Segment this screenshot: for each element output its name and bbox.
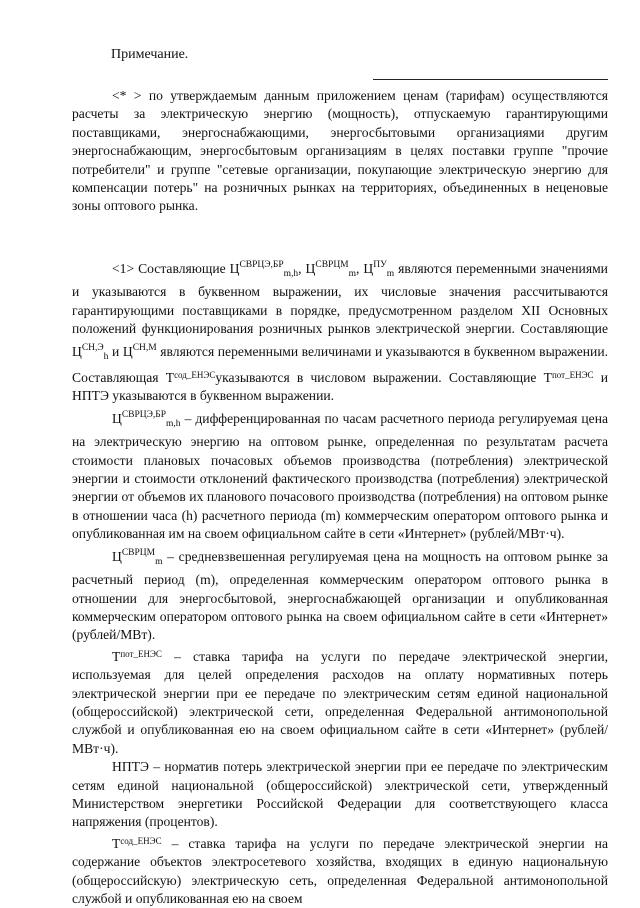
definition-text: – норматив потерь электрической энергии при ее передаче по электрическим сетям единой национальной (общероссийской) электрической сети, утвержденный Министерством энергетики Российской Федерации для соответствующего класса напряжения (процентов). bbox=[72, 759, 608, 830]
note-one-section bbox=[72, 256, 608, 908]
note-one-text-d: и НПТЭ указываются в буквенном выражении. bbox=[72, 370, 609, 404]
note-one-paragraph: <1> Составляющие $Ц^{СВРЦЭ,БР}_{m,h}$, $Ц^{СВРЦМ}_m$, $Ц^{ПУ}_m$ являются переменными значениями и указываются в буквенном выражении, их числовые значения рассчитываются гарантирующими поставщиками в порядке, предусмотренном разделом XII Основных положений функционирования розничных рынков электрической энергии. Составляющие $Ц^{СН,Э}_h$ и $Ц^{СН,М}$ являются переменными величинами и указываются в буквенном выражении. Составляющая $Т^{сод\_ЕНЭС}указываются$ в числовом выражении. Составляющие $Т^{пот\_ЕНЭС}$ и НПТЭ указываются в буквенном выражении. bbox=[72, 260, 609, 404]
symbol-sn-energy: $Ц^{СН,Э}_h$ bbox=[72, 342, 109, 362]
note-heading: Примечание. bbox=[111, 47, 189, 62]
definition-symbol: $Ц^{СВРЦМ}_m$ bbox=[112, 547, 163, 567]
definition-text: – ставка тарифа на услуги по передаче электрической энергии, используемая для целей определения расходов на оплату нормативных потерь электрической энергии при ее передаче по электрическим сетям единой национальной (общероссийской) электрической сети, определенная Федеральной антимонопольной службой и опубликованная ею на своем официальном сайте в сети «Интернет» (рублей/МВт·ч). bbox=[72, 648, 608, 756]
definition-tariff-losses bbox=[72, 645, 608, 758]
definition-text: – ставка тарифа на услуги по передаче электрической энергии на содержание объектов электросетевого хозяйства, входящих в единую национальную (общероссийскую) электрическую сеть, определенная Федеральной антимонопольной службой и опубликованная ею на своем bbox=[72, 835, 608, 906]
note-one-lead: <1> Составляющие bbox=[112, 261, 226, 276]
definition-text: – дифференцированная по часам расчетного периода регулируемая цена на электрическую энергию на оптовом рынке, определенная по результатам расчета стоимости плановых почасовых объемов производства (потребления) электрической энергии и стоимости отклонений фактического производства (потребления) электрической энергии от объемов их планового почасового производства (потребления) на оптовом рынке в отношении часа (h) расчетного периода (m) коммерческим оператором оптового рынка и опубликованная им на своем официальном сайте в сети «Интернет» (рублей/МВт·ч). bbox=[72, 410, 608, 542]
definition-price-energy bbox=[72, 406, 608, 544]
symbol-price-energy: $Ц^{СВРЦЭ,БР}_{m,h}$ bbox=[229, 260, 299, 279]
symbol-price-services: $Ц^{ПУ}_m$ bbox=[363, 260, 395, 279]
note-one-text-a: являются переменными значениями и указываются в буквенном выражении, их числовые значения рассчитываются гарантирующими поставщиками в порядке, предусмотренном разделом XII Основных положений функционирования розничных рынков электрической энергии. Составляющие bbox=[72, 261, 608, 337]
definition-text: – средневзвешенная регулируемая цена на мощность на оптовом рынке за расчетный период (m), определенная коммерческим оператором оптового рынка в отношении для энергосбытовой, энергоснабжающей организации и опубликованная коммерческим оператором оптового рынка на своем официальном сайте в сети «Интернет» (рублей/МВт). bbox=[72, 548, 608, 643]
definition-symbol: НПТЭ bbox=[112, 759, 149, 775]
definition-loss-norm bbox=[72, 758, 608, 832]
separator-line bbox=[373, 79, 608, 80]
note-one-text-c: указываются в числовом выражении. Составляющие bbox=[215, 370, 537, 386]
definition-symbol: $Ц^{СВРЦЭ,БР}_{m,h}$ bbox=[112, 409, 181, 429]
symbol-sn-capacity: $Ц^{СН,М}$ bbox=[122, 342, 157, 359]
definition-price-capacity bbox=[72, 544, 608, 645]
note-one-text-b: являются переменными величинами и указываются в буквенном выражении. Составляющая bbox=[72, 343, 609, 386]
definition-symbol: $Т^{сод\_ЕНЭС}$ bbox=[112, 835, 162, 851]
note-star-paragraph: <* > по утверждаемым данным приложением ценам (тарифам) осуществляются расчеты за электрическую энергию (мощность), отпускаемую гарантирующими поставщиками, энергоснабжающими, энергосбытовыми организациями другим энергоснабжающим, энергосбытовым организациям в целях поставки группе "прочие потребители" и группе "сетевые организации, покупающие электрическую энергию для компенсации потерь" на розничных рынках на территориях, объединенных в неценовые зоны оптового рынка. bbox=[72, 88, 608, 214]
symbol-tariff-maintenance: $Т^{сод\_ЕНЭС}$ bbox=[165, 370, 216, 386]
definition-symbol: $Т^{пот\_ЕНЭС}$ bbox=[112, 648, 162, 664]
definition-tariff-maintenance bbox=[72, 832, 608, 908]
symbol-tariff-losses: $Т^{пот\_ЕНЭС}$ bbox=[543, 370, 594, 386]
symbol-price-capacity: $Ц^{СВРЦМ}_m$ bbox=[305, 260, 357, 279]
